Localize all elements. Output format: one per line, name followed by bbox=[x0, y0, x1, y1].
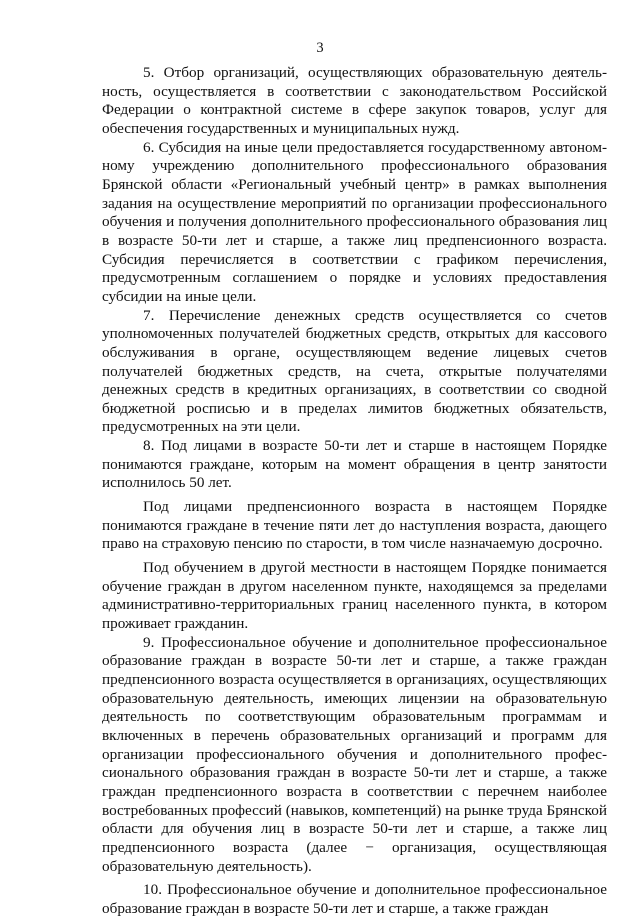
paragraph-8: 8. Под лицами в возрасте 50-ти лет и старше в настоящем Порядке понимаются граждане, которым на момент обращения в центр занятости исполнилось 50 лет. bbox=[102, 437, 607, 492]
page-number: 3 bbox=[316, 40, 324, 56]
paragraph-6: 6. Субсидия на иные цели предоставляется государственному автономному учреждению дополнительного профессионального образования Брянской области «Региональный учебный центр» в рамках выполнения задания на осуществление мероприятий по организации профессионального обучения и получения дополнительного профессионального образования лиц в возрасте 50-ти лет и старше, а также лиц предпенсионного возраста. Субсидия перечисляется в соответствии с графиком перечисления, предусмотренным соглашением о порядке и условиях предоставления субсидии на иные цели. bbox=[102, 138, 607, 305]
paragraph-preretirement-definition: Под лицами предпенсионного возраста в настоящем Порядке понимаются граждане в течение пяти лет до наступления возраста, дающего право на страховую пенсию по старости, в том числе назначаемую досрочно. bbox=[102, 498, 607, 553]
paragraph-10: 10. Профессиональное обучение и дополнительное профессиональное образование граждан в возрасте 50-ти лет и старше, а также граждан bbox=[102, 881, 607, 917]
document-body bbox=[102, 64, 607, 919]
paragraph-9: 9. Профессиональное обучение и дополнительное профессиональное образование граждан в возрасте 50-ти лет и старше, а также граждан предпенсионного возраста осуществляется в организациях, осуществляющих образовательную деятельность, имеющих лицензии на образовательную деятельность по соответствующим образовательным программам и включенных в перечень образовательных организаций и программ для организации профессионального обучения и дополнительного профессионального образования граждан в возрасте 50-ти лет и старше, а также граждан предпенсионного возраста в соответствии с перечнем наиболее востребованных профессий (навыков, компетенций) на рынке труда Брянской области для обучения лиц в возрасте 50-ти лет и старше, а также лиц предпенсионного возраста (далее − организация, осуществляющая образовательную деятельность). bbox=[102, 633, 607, 875]
paragraph-5: 5. Отбор организаций, осуществляющих образовательную деятельность, осуществляется в соответствии с законодательством Российской Федерации о контрактной системе в сфере закупок товаров, услуг для обеспечения государственных и муниципальных нужд. bbox=[102, 64, 607, 137]
paragraph-7: 7. Перечисление денежных средств осуществляется со счетов уполномоченных получателей бюджетных средств, открытых для кассового обслуживания в органе, осуществляющем ведение лицевых счетов получателей бюджетных средств, на счета, открытые получателями денежных средств в кредитных организациях, в соответствии со сводной бюджетной росписью и в пределах лимитов бюджетных обязательств, предусмотренных на эти цели. bbox=[102, 306, 607, 436]
paragraph-other-locality-definition: Под обучением в другой местности в настоящем Порядке понимается обучение граждан в другом населенном пункте, находящемся за пределами административно-территориальных границ населенного пункта, в котором проживает гражданин. bbox=[102, 559, 607, 633]
